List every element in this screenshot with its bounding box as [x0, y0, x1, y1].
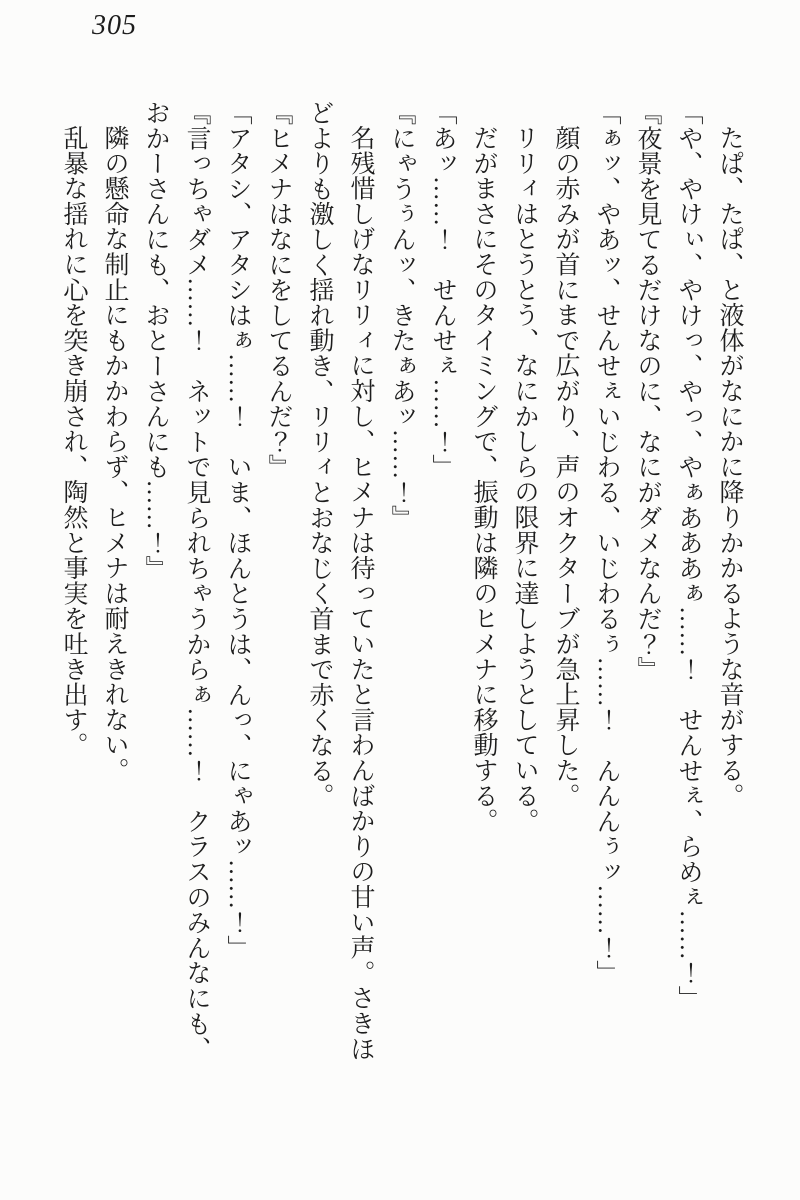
text-line: どよりも激しく揺れ動き、リリィとおなじく首まで赤くなる。: [306, 100, 333, 809]
text-line: 乱暴な揺れに心を突き崩され、陶然と事実を吐き出す。: [60, 125, 87, 758]
text-line: リリィはとうとう、なにかしらの限界に達しようとしている。: [511, 125, 538, 834]
vertical-text-block: [50, 100, 750, 1092]
text-line: 『にゃうぅんッ、きたぁあッ……！』: [388, 100, 415, 531]
text-line: 「アタシ、アタシはぁ……！ いま、ほんとうは、んっ、にゃあッ……！」: [224, 100, 251, 961]
text-line: 隣の懸命な制止にもかかわらず、ヒメナは耐えきれない。: [101, 125, 128, 783]
page-number: 305: [92, 10, 137, 41]
text-line: だがまさにそのタイミングで、振動は隣のヒメナに移動する。: [470, 125, 497, 834]
text-line: 「ぁッ、やあッ、せんせぇいじわる、いじわるぅ……！ んんんぅッ……！」: [593, 100, 620, 986]
text-line: 「や、やけぃ、やけっ、やっ、やぁあああぁ……！ せんせぇ、らめぇ……！」: [675, 100, 702, 1011]
text-line: おかーさんにも、おとーさんにも……！』: [142, 100, 169, 581]
text-line: 『夜景を見てるだけなのに、なにがダメなんだ？』: [634, 100, 661, 682]
text-line: 顔の赤みが首にまで広がり、声のオクターブが急上昇した。: [552, 125, 579, 809]
text-line: 「あッ……！ せんせぇ……！」: [429, 100, 456, 480]
text-line: 名残惜しげなリリィに対し、ヒメナは待っていたと言わんばかりの甘い声。さきほ: [347, 125, 374, 1062]
text-line: 『言っちゃダメ……！ ネットで見られちゃうからぁ……！ クラスのみんなにも、: [183, 100, 210, 1062]
text-line: 『ヒメナはなにをしてるんだ？』: [265, 100, 292, 480]
text-line: たぱ、たぱ、と液体がなにかに降りかかるような音がする。: [716, 125, 743, 809]
